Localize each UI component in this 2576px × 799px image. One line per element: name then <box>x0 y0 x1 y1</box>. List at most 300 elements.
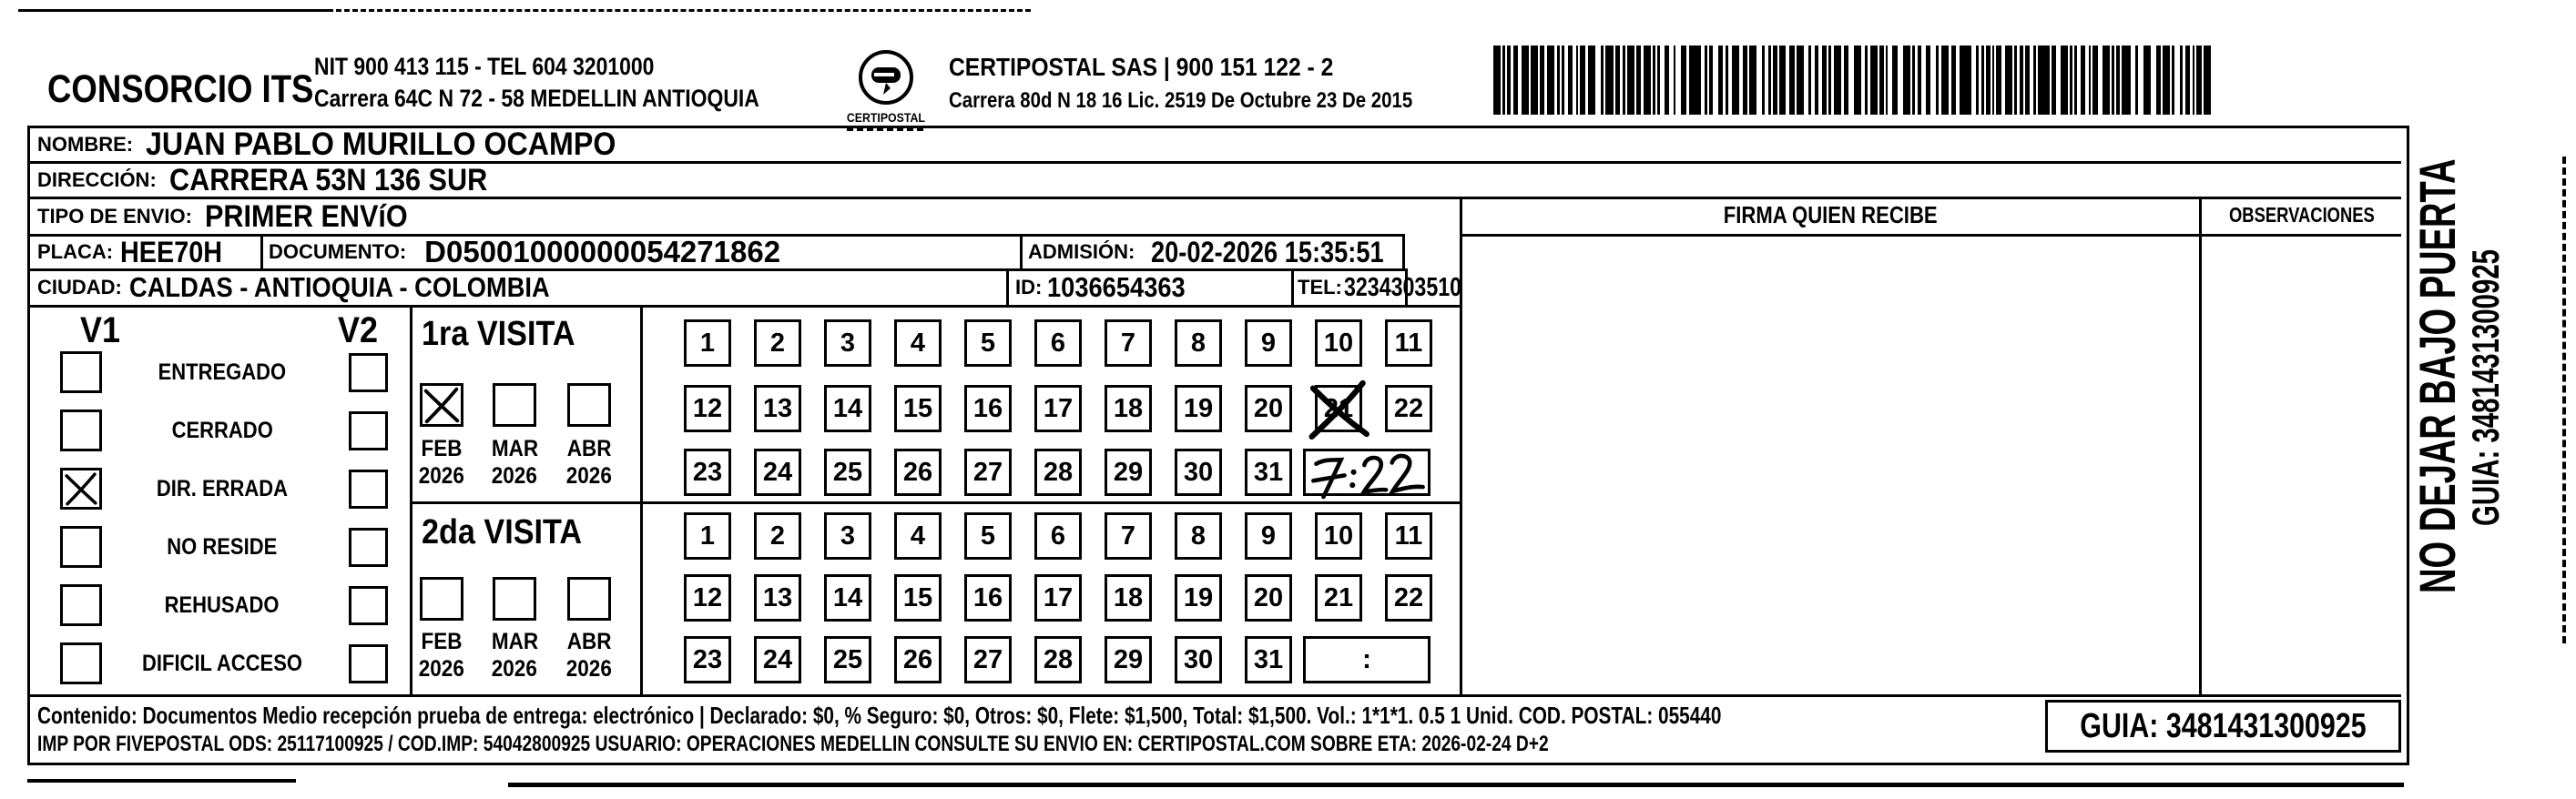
status-option-label: DIR. ERRADA <box>156 475 289 501</box>
day-number: 10 <box>1323 328 1354 358</box>
barcode-bar <box>2112 46 2114 115</box>
day-number: 6 <box>1050 328 1066 358</box>
month-checkbox-visit1-feb[interactable] <box>420 383 463 427</box>
day-number: 14 <box>832 393 863 423</box>
month-year-text: 2026 <box>565 656 613 682</box>
day-number: 15 <box>902 582 933 612</box>
day-box-visit2-29[interactable] <box>1105 636 1152 683</box>
v2-header: V2 <box>338 310 379 350</box>
day-number: 26 <box>902 457 933 487</box>
day-number: 29 <box>1113 644 1144 674</box>
barcode-bar <box>2074 46 2077 115</box>
barcode <box>1493 46 2217 115</box>
id-label: ID: <box>1015 276 1043 298</box>
barcode-bar <box>2116 46 2120 115</box>
barcode-bar <box>1568 46 1573 115</box>
day-number: 3 <box>840 328 856 358</box>
barcode-bar <box>1865 46 1868 115</box>
barcode-bar <box>2156 46 2161 115</box>
day-number: 29 <box>1113 457 1144 487</box>
day-box-visit1-15[interactable] <box>894 385 942 432</box>
barcode-bar <box>1615 46 1620 115</box>
admision-value: 20-02-2026 15:35:51 <box>1151 235 1384 268</box>
scan-artifact-top-dashes <box>328 9 1031 12</box>
month-checkbox-visit1-mar[interactable] <box>493 383 536 427</box>
barcode-bar <box>1709 46 1713 115</box>
barcode-bar <box>2014 46 2017 115</box>
delivery-form <box>27 126 2409 765</box>
month-label-text: FEB <box>421 436 463 461</box>
day-box-visit1-29[interactable] <box>1105 449 1152 496</box>
day-number: 20 <box>1253 393 1284 423</box>
day-number: 1 <box>699 328 716 358</box>
day-box-visit2-1[interactable] <box>684 512 731 560</box>
barcode-bar <box>1493 46 1501 115</box>
barcode-bar <box>1951 46 1956 115</box>
barcode-bar <box>1903 46 1910 115</box>
scan-artifact-bottom-line-left <box>27 779 296 783</box>
month-year-text: 2026 <box>418 656 465 682</box>
company-info <box>314 51 838 115</box>
side-warning <box>2408 0 2467 593</box>
nombre-label: NOMBRE: <box>37 133 134 156</box>
barcode-bar <box>1531 46 1538 115</box>
barcode-bar <box>1762 46 1765 115</box>
direccion-value: CARRERA 53N 136 SUR <box>168 162 487 197</box>
day-box-visit2-21[interactable] <box>1315 574 1362 622</box>
day-number: 31 <box>1253 457 1284 487</box>
barcode-bar <box>1981 46 1984 115</box>
day-box-visit2-10[interactable] <box>1315 512 1362 560</box>
month-label-visit2-abr <box>557 629 621 655</box>
day-number: 19 <box>1183 582 1214 612</box>
barcode-bar <box>2193 46 2194 115</box>
day-box-visit1-8[interactable] <box>1175 319 1222 367</box>
month-year-text: 2026 <box>418 463 465 489</box>
day-number: 4 <box>910 521 926 551</box>
month-checkbox-visit2-mar[interactable] <box>493 577 536 621</box>
day-number: 17 <box>1043 393 1074 423</box>
time-box-visit2[interactable] <box>1303 636 1431 683</box>
month-label-visit1-mar <box>483 436 546 462</box>
day-box-visit1-14[interactable] <box>824 385 871 432</box>
day-number: 24 <box>762 644 793 674</box>
barcode-bar <box>1689 46 1701 115</box>
day-number: 16 <box>972 393 1003 423</box>
day-box-visit1-22[interactable] <box>1385 385 1432 432</box>
month-label-text: MAR <box>491 629 538 654</box>
direccion-label: DIRECCIÓN: <box>37 168 157 191</box>
month-label-text: ABR <box>566 629 612 654</box>
day-number: 20 <box>1253 582 1284 612</box>
side-guia <box>2464 131 2508 526</box>
barcode-bar <box>1657 46 1660 115</box>
day-number: 21 <box>1323 393 1354 423</box>
month-year-visit1-mar <box>483 463 546 490</box>
barcode-bar <box>1665 46 1669 115</box>
barcode-bar <box>1681 46 1686 115</box>
day-number: 23 <box>692 457 723 487</box>
day-box-visit1-20[interactable] <box>1245 385 1292 432</box>
barcode-bar <box>1749 46 1756 115</box>
barcode-bar <box>1822 46 1827 115</box>
day-box-visit1-19[interactable] <box>1175 385 1222 432</box>
partner-name-line: CERTIPOSTAL SAS | 900 151 122 - 2 <box>949 53 1334 81</box>
month-checkbox-visit1-abr[interactable] <box>567 383 611 427</box>
barcode-bar <box>1743 46 1747 115</box>
day-box-visit2-23[interactable] <box>684 636 731 683</box>
day-number: 17 <box>1043 582 1074 612</box>
barcode-bar <box>1815 46 1818 115</box>
barcode-bar <box>1705 46 1707 115</box>
time-separator: : <box>1362 644 1371 674</box>
day-number: 2 <box>769 328 786 358</box>
status-option-label: CERRADO <box>171 417 273 443</box>
day-number: 9 <box>1260 328 1277 358</box>
day-number: 31 <box>1253 644 1284 674</box>
day-box-visit1-11[interactable] <box>1385 319 1432 367</box>
day-number: 5 <box>980 328 996 358</box>
month-year-text: 2026 <box>491 463 538 489</box>
visit-title-visit1 <box>422 315 592 354</box>
company-address-line: Carrera 64C N 72 - 58 MEDELLIN ANTIOQUIA <box>314 85 759 112</box>
handwritten-x-mark <box>420 383 463 427</box>
day-box-visit1-24[interactable] <box>754 449 801 496</box>
barcode-bar <box>1588 46 1595 115</box>
day-box-visit1-16[interactable] <box>964 385 1012 432</box>
barcode-bar <box>1623 46 1625 115</box>
day-box-visit2-15[interactable] <box>894 574 942 622</box>
company-nit-line: NIT 900 413 115 - TEL 604 3201000 <box>314 53 655 80</box>
day-number: 25 <box>832 644 863 674</box>
day-box-visit2-26[interactable] <box>894 636 942 683</box>
month-label-visit1-abr <box>557 436 621 462</box>
day-box-visit2-11[interactable] <box>1385 512 1432 560</box>
day-box-visit2-3[interactable] <box>824 512 871 560</box>
admision-label: ADMISIÓN: <box>1028 240 1135 263</box>
day-box-visit1-28[interactable] <box>1034 449 1082 496</box>
company-name-text: CONSORCIO ITS <box>47 67 314 111</box>
day-box-visit1-30[interactable] <box>1175 449 1222 496</box>
certipostal-logo-icon <box>856 47 916 107</box>
footer-line2: IMP POR FIVEPOSTAL ODS: 25117100925 / COD.IMP: 54042800925 USUARIO: OPERACIONES MEDELLIN CONSULTE SU ENVIO EN: CERTIPOSTAL.COM SOBRE ETA: 2026-02-24 D+2 <box>37 732 1549 756</box>
barcode-bar <box>1986 46 1991 115</box>
day-box-visit2-4[interactable] <box>894 512 942 560</box>
tel-value: 3234303510 <box>1343 272 1461 302</box>
day-number: 24 <box>762 457 793 487</box>
barcode-bar <box>1789 46 1795 115</box>
barcode-bar <box>2172 46 2174 115</box>
barcode-bar <box>1540 46 1544 115</box>
barcode-bar <box>1507 46 1511 115</box>
day-number: 5 <box>980 521 996 551</box>
id-value: 1036654363 <box>1047 271 1186 303</box>
day-number: 4 <box>910 328 926 358</box>
day-box-visit2-25[interactable] <box>824 636 871 683</box>
documento-value: D05001000000054271862 <box>424 235 781 268</box>
visit-title-text: 2da VISITA <box>422 513 583 551</box>
handwritten-time <box>1307 447 1431 504</box>
barcode-bar <box>2196 46 2202 115</box>
month-label-visit1-feb <box>410 436 473 462</box>
barcode-bar <box>1502 46 1505 115</box>
day-number: 18 <box>1113 393 1144 423</box>
barcode-bar <box>1601 46 1604 115</box>
barcode-bar <box>2089 46 2091 115</box>
month-label-text: ABR <box>566 436 612 461</box>
footer-line1: Contenido: Documentos Medio recepción prueba de entrega: electrónico | Declarado: $0, % Seguro: $0, Otros: $0, Flete: $1,500, Total: $1,500. Vol.: 1*1*1. 0.5 1 Unid. COD. POSTAL: 055440 <box>37 702 1722 729</box>
day-box-visit1-10[interactable] <box>1315 319 1362 367</box>
day-box-visit1-23[interactable] <box>684 449 731 496</box>
barcode-bar <box>1828 46 1831 115</box>
barcode-bar <box>1926 46 1930 115</box>
barcode-bar <box>2163 46 2170 115</box>
barcode-bar <box>1576 46 1578 115</box>
day-number: 14 <box>832 582 863 612</box>
visit-title-visit2 <box>422 513 600 552</box>
guia-box <box>2045 700 2401 753</box>
day-box-visit2-20[interactable] <box>1245 574 1292 622</box>
month-checkbox-visit2-abr[interactable] <box>567 577 611 621</box>
day-box-visit1-21[interactable] <box>1315 385 1362 432</box>
day-box-visit1-6[interactable] <box>1034 319 1082 367</box>
month-label-text: FEB <box>421 629 463 654</box>
barcode-bar <box>2025 46 2030 115</box>
day-box-visit2-13[interactable] <box>754 574 801 622</box>
day-number: 25 <box>832 457 863 487</box>
firma-title: FIRMA QUIEN RECIBE <box>1724 201 1938 228</box>
day-box-visit2-28[interactable] <box>1034 636 1082 683</box>
barcode-bar <box>1768 46 1771 115</box>
barcode-bar <box>2092 46 2098 115</box>
day-box-visit2-27[interactable] <box>964 636 1012 683</box>
day-box-visit2-2[interactable] <box>754 512 801 560</box>
barcode-bar <box>2180 46 2183 115</box>
month-year-visit2-feb <box>410 656 473 683</box>
day-box-visit2-31[interactable] <box>1245 636 1292 683</box>
month-year-visit1-abr <box>557 463 621 490</box>
barcode-bar <box>1797 46 1804 115</box>
barcode-bar <box>2070 46 2072 115</box>
day-number: 30 <box>1183 457 1214 487</box>
day-box-visit2-5[interactable] <box>964 512 1012 560</box>
barcode-bar <box>2103 46 2110 115</box>
day-number: 8 <box>1190 328 1207 358</box>
month-year-visit1-feb <box>410 463 473 490</box>
day-number: 27 <box>972 644 1003 674</box>
visits-area <box>30 128 2401 757</box>
barcode-bar <box>1580 46 1585 115</box>
visit-title-text: 1ra VISITA <box>422 315 575 353</box>
barcode-bar <box>1941 46 1949 115</box>
partner-info <box>949 53 1494 114</box>
barcode-bar <box>2135 46 2138 115</box>
barcode-bar <box>1605 46 1614 115</box>
day-number: 26 <box>902 644 933 674</box>
barcode-bar <box>1636 46 1641 115</box>
barcode-bar <box>1557 46 1560 115</box>
day-number: 12 <box>692 582 723 612</box>
day-box-visit2-18[interactable] <box>1105 574 1152 622</box>
barcode-bar <box>2052 46 2056 115</box>
day-box-visit2-30[interactable] <box>1175 636 1222 683</box>
day-number: 2 <box>769 521 786 551</box>
month-year-visit2-abr <box>557 656 621 683</box>
day-box-visit2-22[interactable] <box>1385 574 1432 622</box>
barcode-bar <box>2081 46 2085 115</box>
day-number: 18 <box>1113 582 1144 612</box>
barcode-bar <box>1547 46 1554 115</box>
day-box-visit2-24[interactable] <box>754 636 801 683</box>
day-number: 22 <box>1393 393 1424 423</box>
day-box-visit1-4[interactable] <box>894 319 942 367</box>
day-number: 7 <box>1120 328 1136 358</box>
day-box-visit2-7[interactable] <box>1105 512 1152 560</box>
barcode-bar <box>1960 46 1971 115</box>
day-box-visit1-31[interactable] <box>1245 449 1292 496</box>
day-box-visit1-7[interactable] <box>1105 319 1152 367</box>
day-number: 11 <box>1394 328 1423 358</box>
day-box-visit2-17[interactable] <box>1034 574 1082 622</box>
barcode-bar <box>2061 46 2068 115</box>
v1-header: V1 <box>80 310 121 350</box>
day-box-visit1-2[interactable] <box>754 319 801 367</box>
scan-artifact-right-dashes <box>2562 157 2566 643</box>
month-label-visit2-feb <box>410 629 473 655</box>
day-box-visit1-13[interactable] <box>754 385 801 432</box>
barcode-bar <box>2005 46 2012 115</box>
day-box-visit1-18[interactable] <box>1105 385 1152 432</box>
barcode-bar <box>1644 46 1651 115</box>
barcode-bar <box>1513 46 1518 115</box>
placa-label: PLACA: <box>37 240 114 263</box>
day-box-visit1-25[interactable] <box>824 449 871 496</box>
day-box-visit2-14[interactable] <box>824 574 871 622</box>
status-option-label: DIFICIL ACCESO <box>141 650 302 676</box>
time-box-visit1[interactable] <box>1303 449 1431 496</box>
partner-address-line: Carrera 80d N 18 16 Lic. 2519 De Octubre 23 De 2015 <box>949 88 1413 113</box>
status-option-label: ENTREGADO <box>158 359 287 385</box>
status-option-label: REHUSADO <box>165 592 280 618</box>
day-number: 1 <box>699 521 716 551</box>
barcode-bar <box>1779 46 1786 115</box>
barcode-bar <box>2143 46 2151 115</box>
day-box-visit2-6[interactable] <box>1034 512 1082 560</box>
barcode-bar <box>1718 46 1723 115</box>
side-warning-text: NO DEJAR BAJO PUERTA <box>2408 158 2466 593</box>
barcode-bar <box>2185 46 2190 115</box>
barcode-bar <box>1870 46 1878 115</box>
day-number: 3 <box>840 521 856 551</box>
barcode-bar <box>2020 46 2023 115</box>
barcode-bar <box>2033 46 2036 115</box>
day-box-visit1-26[interactable] <box>894 449 942 496</box>
ciudad-value: CALDAS - ANTIOQUIA - COLOMBIA <box>128 271 550 303</box>
barcode-bar <box>2122 46 2131 115</box>
barcode-bar <box>1808 46 1811 115</box>
observaciones-title: OBSERVACIONES <box>2228 203 2375 227</box>
barcode-bar <box>1674 46 1675 115</box>
day-number: 13 <box>762 393 793 423</box>
barcode-bar <box>1522 46 1529 115</box>
day-box-visit2-8[interactable] <box>1175 512 1222 560</box>
month-year-visit2-mar <box>483 656 546 683</box>
day-number: 28 <box>1043 457 1074 487</box>
day-box-visit1-27[interactable] <box>964 449 1012 496</box>
barcode-bar <box>1773 46 1777 115</box>
barcode-bar <box>1879 46 1884 115</box>
day-number: 9 <box>1260 521 1277 551</box>
day-number: 6 <box>1050 521 1066 551</box>
status-option-label: NO RESIDE <box>167 533 278 560</box>
barcode-bar <box>1627 46 1634 115</box>
day-box-visit1-5[interactable] <box>964 319 1012 367</box>
day-number: 21 <box>1323 582 1354 612</box>
side-guia-text: GUIA: 3481431300925 <box>2464 248 2507 526</box>
nombre-value: JUAN PABLO MURILLO OCAMPO <box>146 126 616 162</box>
barcode-bar <box>1834 46 1841 115</box>
day-box-visit1-3[interactable] <box>824 319 871 367</box>
barcode-bar <box>1996 46 2001 115</box>
scan-artifact-bottom-line <box>508 783 2404 787</box>
barcode-bar <box>1992 46 1994 115</box>
tipo-envio-value: PRIMER ENVíO <box>204 198 408 234</box>
scan-artifact-top-line <box>18 9 328 12</box>
day-number: 15 <box>902 393 933 423</box>
barcode-bar <box>1844 46 1848 115</box>
day-number: 10 <box>1323 521 1354 551</box>
day-number: 12 <box>692 393 723 423</box>
month-checkbox-visit2-feb[interactable] <box>420 577 463 621</box>
barcode-bar <box>1976 46 1979 115</box>
day-box-visit2-16[interactable] <box>964 574 1012 622</box>
day-number: 8 <box>1190 521 1207 551</box>
barcode-bar <box>1936 46 1939 115</box>
month-label-text: MAR <box>491 436 538 461</box>
day-box-visit2-19[interactable] <box>1175 574 1222 622</box>
day-box-visit1-17[interactable] <box>1034 385 1082 432</box>
month-label-visit2-mar <box>483 629 546 655</box>
barcode-bar <box>1726 46 1728 115</box>
day-number: 13 <box>762 582 793 612</box>
day-number: 28 <box>1043 644 1074 674</box>
barcode-bar <box>1653 46 1655 115</box>
month-year-text: 2026 <box>491 656 538 682</box>
day-box-visit1-12[interactable] <box>684 385 731 432</box>
ciudad-label: CIUDAD: <box>37 276 122 298</box>
barcode-bar <box>1886 46 1888 115</box>
documento-label: DOCUMENTO: <box>269 240 407 263</box>
day-number: 16 <box>972 582 1003 612</box>
day-box-visit1-9[interactable] <box>1245 319 1292 367</box>
barcode-bar <box>2204 46 2211 115</box>
day-box-visit2-12[interactable] <box>684 574 731 622</box>
barcode-bar <box>1732 46 1739 115</box>
day-number: 22 <box>1393 582 1424 612</box>
tipo-envio-label: TIPO DE ENVIO: <box>37 205 192 228</box>
tel-label: TEL: <box>1298 276 1342 298</box>
barcode-bar <box>1912 46 1915 115</box>
day-number: 27 <box>972 457 1003 487</box>
barcode-bar <box>1854 46 1861 115</box>
certipostal-logo <box>836 47 936 131</box>
guia-box-value: GUIA: 3481431300925 <box>2080 706 2367 745</box>
day-number: 11 <box>1394 521 1423 551</box>
day-box-visit1-1[interactable] <box>684 319 731 367</box>
barcode-bar <box>1892 46 1898 115</box>
day-box-visit2-9[interactable] <box>1245 512 1292 560</box>
placa-value: HEE70H <box>120 235 223 268</box>
